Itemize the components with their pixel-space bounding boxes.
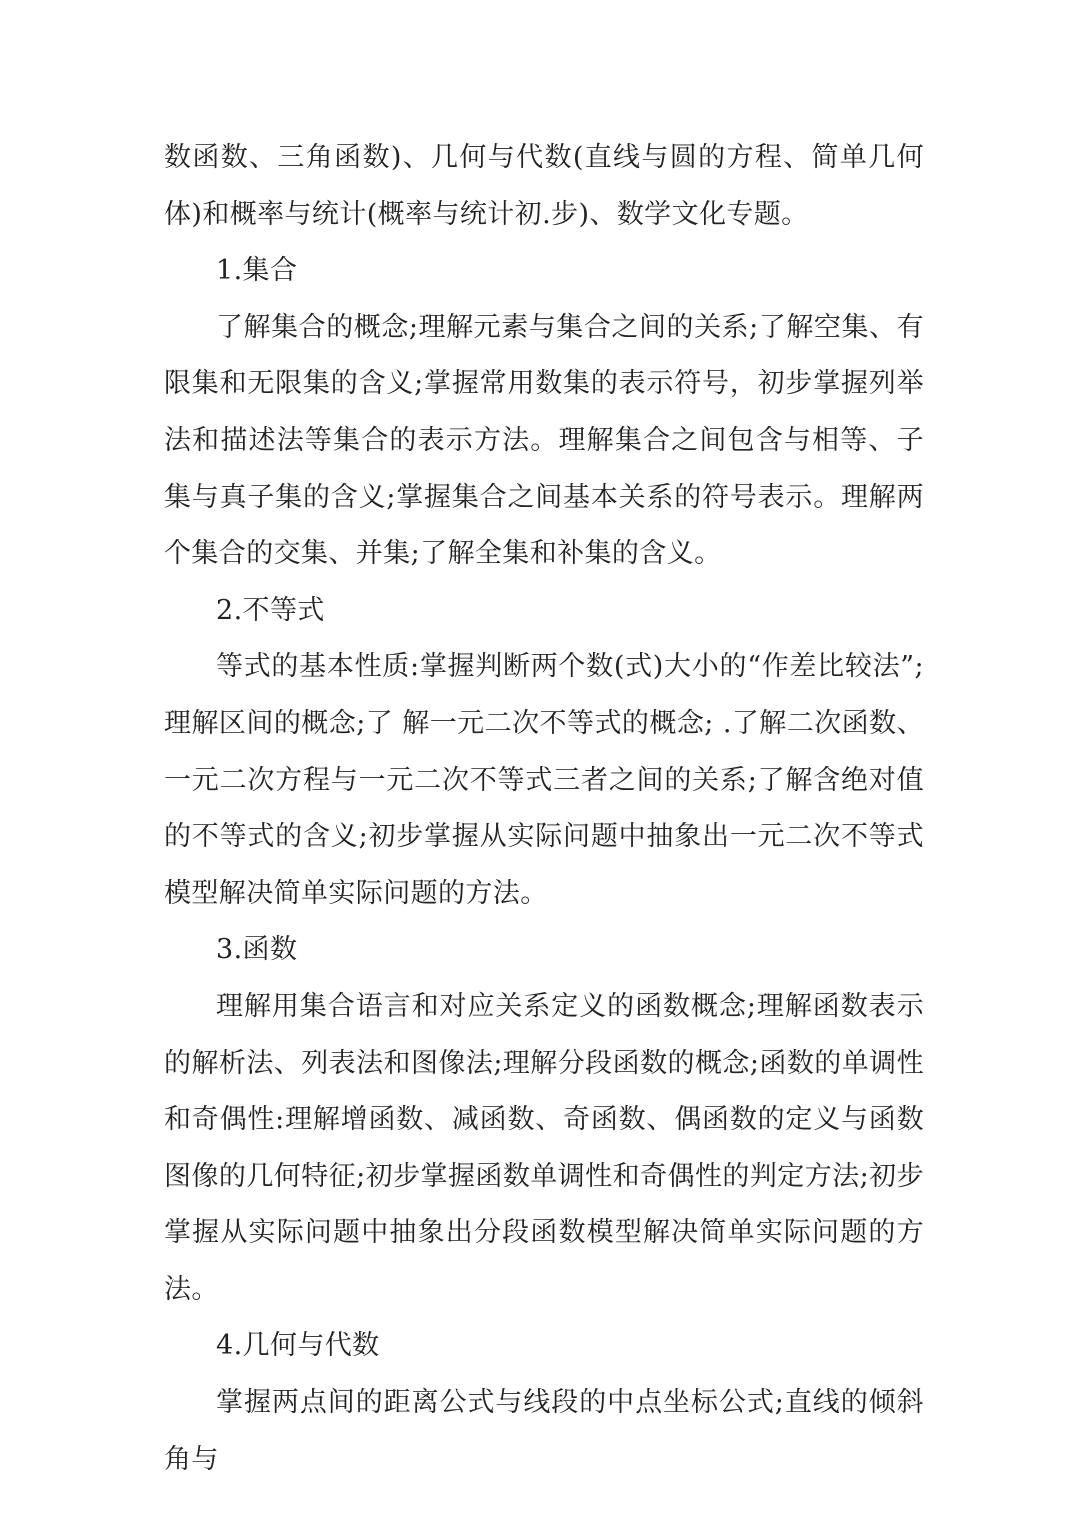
intro-paragraph: 数函数、三角函数)、几何与代数(直线与圆的方程、简单几何体)和概率与统计(概率与统计初.步)、数学文化专题。 (164, 142, 924, 230)
section-body-geometry-algebra: 掌握两点间的距离公式与线段的中点坐标公式;直线的倾斜角与 (164, 1387, 924, 1475)
section-heading-sets: 1.集合 (216, 255, 298, 287)
section-body-inequalities: 等式的基本性质:掌握判断两个数(式)大小的“作差比较法”;理解区间的概念;了 解一元二次不等式的概念; .了解二次函数、一元二次方程与一元二次不等式三者之间的关系;了解含绝对值的不等式的含义;初步掌握从实际问题中抽象出一元二次不等式模型解决简单实际问题的方法。 (164, 651, 924, 909)
section-body-sets: 了解集合的概念;理解元素与集合之间的关系;了解空集、有限集和无限集的含义;掌握常用数集的表示符号，初步掌握列举法和描述法等集合的表示方法。理解集合之间包含与相等、子集与真子集的含义;掌握集合之间基本关系的符号表示。理解两个集合的交集、并集;了解全集和补集的含义。 (164, 311, 924, 570)
section-body-functions: 理解用集合语言和对应关系定义的函数概念;理解函数表示的解析法、列表法和图像法;理解分段函数的概念;函数的单调性和奇偶性:理解增函数、减函数、奇函数、偶函数的定义与函数图像的几何特征;初步掌握函数单调性和奇偶性的判定方法;初步掌握从实际问题中抽象出分段函数模型解决简单实际问题的方法。 (164, 990, 924, 1305)
section-heading-inequalities: 2.不等式 (216, 594, 325, 626)
document-body (164, 130, 924, 1488)
section-heading-functions: 3.函数 (216, 934, 298, 966)
section-heading-geometry-algebra: 4.几何与代数 (216, 1330, 380, 1362)
